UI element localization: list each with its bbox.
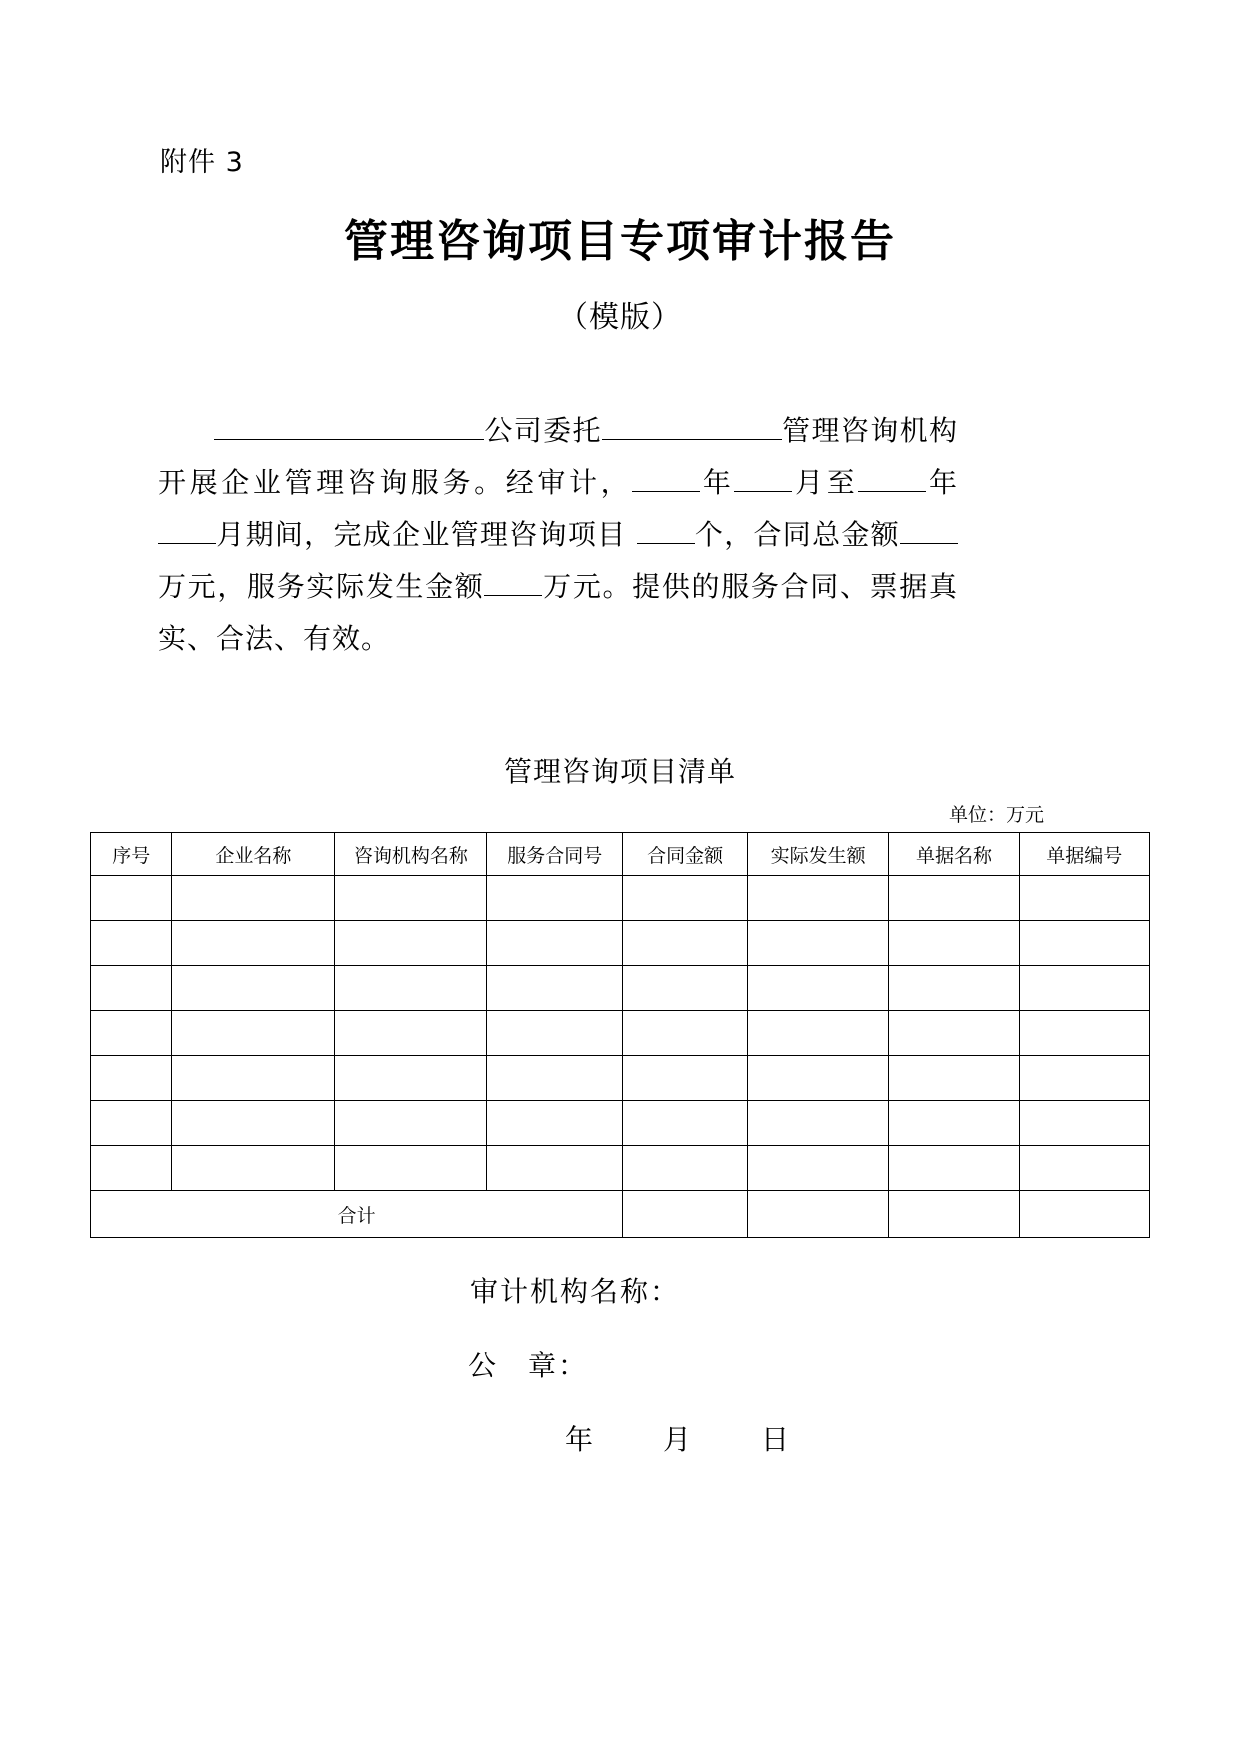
project-list-table [90, 832, 1150, 1238]
table-cell[interactable] [748, 1101, 889, 1146]
document-subtitle: （模版） [558, 300, 682, 335]
body-seg-9: 总金额 [812, 518, 900, 551]
body-seg-4: 年 [700, 466, 735, 499]
table-cell[interactable] [172, 1146, 335, 1191]
body-seg-3: 机构开展企业管理咨询服务。经审计， [158, 414, 958, 499]
table-cell[interactable] [623, 921, 748, 966]
table-total-row [91, 1191, 1150, 1238]
table-cell[interactable] [91, 966, 172, 1011]
blank-agency-name [602, 411, 782, 440]
table-cell[interactable] [335, 1011, 487, 1056]
table-cell[interactable] [487, 1011, 623, 1056]
table-row [91, 1011, 1150, 1056]
table-row [91, 1146, 1150, 1191]
blank-end-month [158, 515, 216, 544]
table-row [91, 1056, 1150, 1101]
table-cell[interactable] [1019, 1056, 1149, 1101]
table-row [91, 1101, 1150, 1146]
table-cell[interactable] [623, 1146, 748, 1191]
body-seg-1: 公司委托 [484, 414, 602, 447]
table-cell[interactable] [487, 1146, 623, 1191]
table-cell[interactable] [623, 966, 748, 1011]
table-cell[interactable] [172, 921, 335, 966]
table-cell[interactable] [748, 876, 889, 921]
body-paragraph [158, 405, 958, 665]
table-cell[interactable] [748, 966, 889, 1011]
table-cell[interactable] [1019, 1101, 1149, 1146]
table-cell[interactable] [172, 1101, 335, 1146]
total-value-cell[interactable] [623, 1191, 748, 1238]
table-cell[interactable] [335, 921, 487, 966]
table-cell[interactable] [889, 1101, 1019, 1146]
table-header-cell: 企业名称 [172, 833, 335, 876]
table-cell[interactable] [889, 1146, 1019, 1191]
official-seal-label: 公 章： [468, 1349, 589, 1382]
table-cell[interactable] [748, 1011, 889, 1056]
table-cell[interactable] [335, 1101, 487, 1146]
table-header-cell: 服务合同号 [487, 833, 623, 876]
table-cell[interactable] [889, 921, 1019, 966]
blank-start-year [632, 463, 700, 492]
blank-start-month [734, 463, 792, 492]
table-header-cell: 单据编号 [1019, 833, 1149, 876]
table-cell[interactable] [91, 1101, 172, 1146]
table-cell[interactable] [91, 1056, 172, 1101]
table-cell[interactable] [1019, 921, 1149, 966]
table-header-cell: 合同金额 [623, 833, 748, 876]
table-cell[interactable] [748, 1056, 889, 1101]
table-cell[interactable] [1019, 1011, 1149, 1056]
table-row [91, 876, 1150, 921]
table-cell[interactable] [91, 1146, 172, 1191]
body-seg-10: 万元，服务实际发生金额 [158, 570, 485, 603]
table-cell[interactable] [1019, 1146, 1149, 1191]
total-value-cell[interactable] [889, 1191, 1019, 1238]
table-cell[interactable] [172, 876, 335, 921]
table-cell[interactable] [91, 1011, 172, 1056]
body-seg-12: 务合同、票据真实、合法、有效。 [158, 570, 958, 655]
table-title: 管理咨询项目清单 [503, 755, 736, 788]
total-value-cell[interactable] [1019, 1191, 1149, 1238]
table-unit-note: 单位：万元 [948, 804, 1044, 826]
table-row [91, 921, 1150, 966]
table-header-row [91, 833, 1150, 876]
table-cell[interactable] [172, 1056, 335, 1101]
attachment-label: 附件 3 [160, 147, 244, 178]
table-cell[interactable] [889, 1011, 1019, 1056]
table-cell[interactable] [91, 921, 172, 966]
blank-end-year [858, 463, 926, 492]
table-cell[interactable] [335, 876, 487, 921]
page-title: 管理咨询项目专项审计报告 [344, 216, 896, 267]
table-cell[interactable] [623, 1011, 748, 1056]
table-cell[interactable] [487, 876, 623, 921]
total-label-cell: 合计 [91, 1191, 623, 1238]
body-seg-7: 月期间，完成企业管理咨询项目 [216, 518, 627, 551]
signature-block [0, 1270, 1240, 1492]
table-cell[interactable] [623, 1056, 748, 1101]
table-cell[interactable] [91, 876, 172, 921]
table-cell[interactable] [1019, 966, 1149, 1011]
table-cell[interactable] [335, 1146, 487, 1191]
table-cell[interactable] [172, 966, 335, 1011]
table-cell[interactable] [335, 1056, 487, 1101]
table-cell[interactable] [487, 1101, 623, 1146]
table-cell[interactable] [1019, 876, 1149, 921]
table-header-cell: 咨询机构名称 [335, 833, 487, 876]
total-value-cell[interactable] [748, 1191, 889, 1238]
date-month-label: 月 [663, 1423, 694, 1456]
table-cell[interactable] [623, 1101, 748, 1146]
table-cell[interactable] [487, 1056, 623, 1101]
table-cell[interactable] [487, 966, 623, 1011]
table-cell[interactable] [172, 1011, 335, 1056]
blank-company-name [214, 411, 484, 440]
table-cell[interactable] [748, 921, 889, 966]
body-seg-6: 年 [926, 466, 958, 499]
date-year-label: 年 [565, 1423, 596, 1456]
table-header-cell: 序号 [91, 833, 172, 876]
table-header-cell: 实际发生额 [748, 833, 889, 876]
table-cell[interactable] [748, 1146, 889, 1191]
blank-actual-amount [484, 567, 542, 596]
table-cell[interactable] [335, 966, 487, 1011]
blank-project-count [637, 515, 695, 544]
body-seg-11: 万元。提供的服 [542, 570, 751, 603]
table-cell[interactable] [889, 966, 1019, 1011]
table-cell[interactable] [623, 876, 748, 921]
table-cell[interactable] [889, 876, 1019, 921]
blank-contract-total [900, 515, 958, 544]
body-seg-5: 月至 [792, 466, 859, 499]
body-seg-8: 个，合同 [694, 518, 813, 551]
table-cell[interactable] [889, 1056, 1019, 1101]
audit-org-label: 审计机构名称： [470, 1275, 681, 1308]
date-line [0, 1418, 1240, 1458]
table-cell[interactable] [487, 921, 623, 966]
body-seg-2: 管理咨询 [781, 414, 900, 447]
table-row [91, 966, 1150, 1011]
table-header-cell: 单据名称 [889, 833, 1019, 876]
date-day-label: 日 [761, 1423, 792, 1456]
